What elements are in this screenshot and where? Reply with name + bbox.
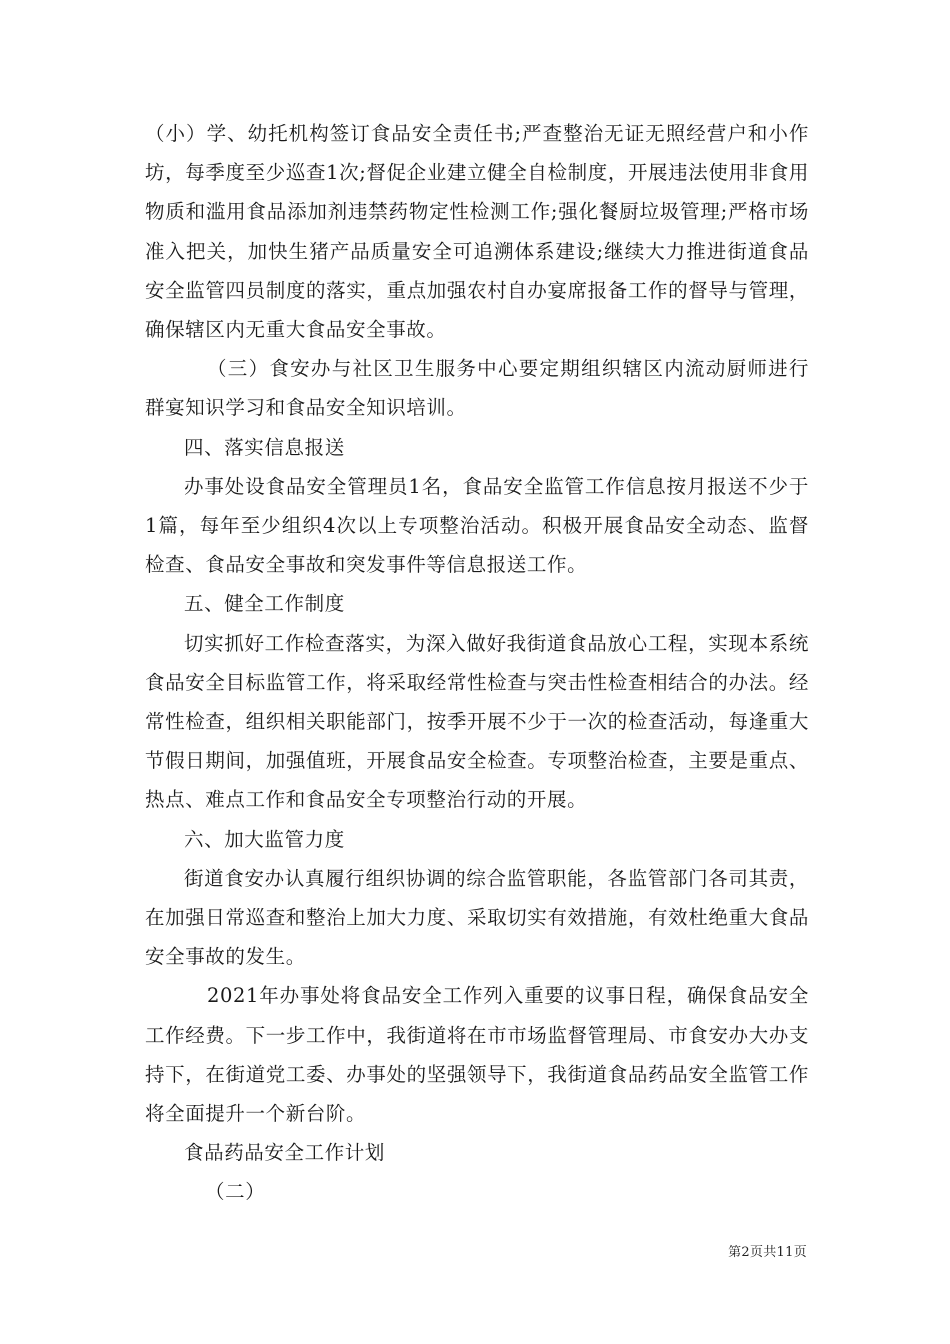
paragraph-plan-2021: 2021年办事处将食品安全工作列入重要的议事日程，确保食品安全工作经费。下一步工作中，我街道将在市市场监督管理局、市食安办大办支持下，在街道党工委、办事处的坚强领导下，我街道食品药品安全监管工作将全面提升一个新台阶。 [145,984,809,1126]
heading-plan-title: 食品药品安全工作计划 [184,1141,386,1165]
paragraph-supervision: 街道食安办认真履行组织协调的综合监管职能，各监管部门各司其责，在加强日常巡查和整治上加大力度、采取切实有效措施，有效杜绝重大食品安全事故的发生。 [145,866,809,969]
heading-part-two: （二） [205,1180,266,1204]
paragraph-duties-continued: （小）学、幼托机构签订食品安全责任书;严查整治无证无照经营户和小作坊，每季度至少巡查1次;督促企业建立健全自检制度，开展违法使用非食用物质和滥用食品添加剂违禁药物定性检测工作;强化餐厨垃圾管理;严格市场准入把关，加快生猪产品质量安全可追溯体系建设;继续大力推进街道食品安全监管四员制度的落实，重点加强农村自办宴席报备工作的督导与管理，确保辖区内无重大食品安全事故。 [145,122,809,342]
paragraph-info-reporting: 办事处设食品安全管理员1名，食品安全监管工作信息按月报送不少于1篇，每年至少组织4次以上专项整治活动。积极开展食品安全动态、监督检查、食品安全事故和突发事件等信息报送工作。 [145,474,809,577]
heading-info-reporting: 四、落实信息报送 [184,435,345,459]
document-body [145,114,809,1212]
heading-supervision: 六、加大监管力度 [184,827,345,851]
paragraph-section-three: （三）食安办与社区卫生服务中心要定期组织辖区内流动厨师进行群宴知识学习和食品安全知识培训。 [145,357,809,420]
heading-work-system: 五、健全工作制度 [184,592,345,616]
paragraph-work-system: 切实抓好工作检查落实，为深入做好我街道食品放心工程，实现本系统食品安全目标监管工作，将采取经常性检查与突击性检查相结合的办法。经常性检查，组织相关职能部门，按季开展不少于一次的检查活动，每逢重大节假日期间，加强值班，开展食品安全检查。专项整治检查，主要是重点、热点、难点工作和食品安全专项整治行动的开展。 [145,631,809,812]
page-number: 第2页共11页 [728,1245,807,1260]
